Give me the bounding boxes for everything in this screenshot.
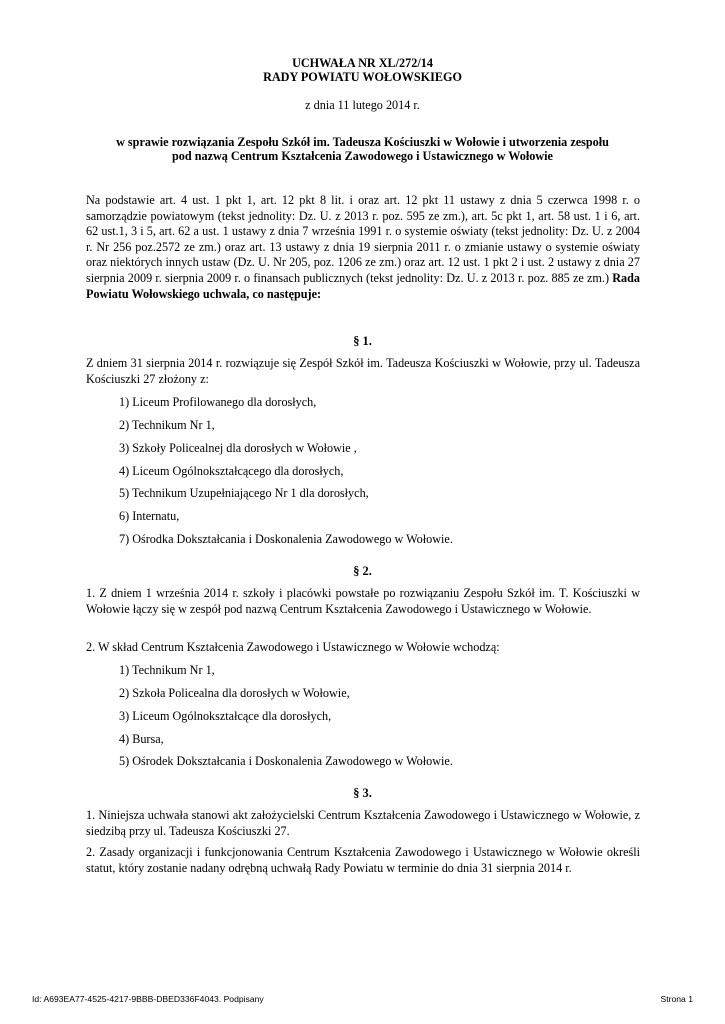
section-3-point-1: 1. Niniejsza uchwała stanowi akt założycielski Centrum Kształcenia Zawodowego i Ustawicznego w Wołowie, z siedzibą przy ul. Tadeusza Kościuszki 27.	[86, 808, 640, 838]
section-2-point-1: 1. Z dniem 1 września 2014 r. szkoły i placówki powstałe po rozwiązaniu Zespołu Szkół im. T. Kościuszki w Wołowie łączy się w zespół pod nazwą Centrum Kształcenia Zawodowego i Ustawicznego w Wołowie.	[86, 586, 640, 616]
page-number: Strona 1	[660, 994, 693, 1004]
section-3-heading: § 3.	[353, 786, 372, 800]
section-2-heading: § 2.	[353, 564, 372, 578]
section-1-item: 6) Internatu,	[119, 509, 180, 523]
subject-line-2: pod nazwą Centrum Kształcenia Zawodowego i Ustawicznego w Wołowie	[172, 149, 553, 163]
section-2-item: 5) Ośrodek Dokształcania i Doskonalenia Zawodowego w Wołowie.	[119, 754, 453, 768]
section-1-item: 2) Technikum Nr 1,	[119, 418, 215, 432]
resolution-date: z dnia 11 lutego 2014 r.	[305, 98, 420, 112]
section-1-intro: Z dniem 31 sierpnia 2014 r. rozwiązuje się Zespół Szkół im. Tadeusza Kościuszki w Wołowie, przy ul. Tadeusza Kościuszki 27 złożony z:	[86, 356, 640, 386]
section-1-heading: § 1.	[353, 334, 372, 348]
section-1-item: 1) Liceum Profilowanego dla dorosłych,	[119, 395, 317, 409]
section-1-item: 4) Liceum Ogólnokształcącego dla dorosłych,	[119, 464, 344, 478]
preamble-text: Na podstawie art. 4 ust. 1 pkt 1, art. 12 pkt 8 lit. i oraz art. 12 pkt 11 ustawy z dnia 5 czerwca 1998 r. o samorządzie powiatowym (tekst jednolity: Dz. U. z 2013 r. poz. 595 ze zm.), art. 5c pkt 1, art. 58 ust. 1 i 6, art. 62 ust.1, 3 i 5, art. 62 a ust. 1 ustawy z dnia 7 września 1991 r. o systemie oświaty (tekst jednolity: Dz. U. z 2004 r. Nr 256 poz.2572 ze zm.) oraz art. 13 ustawy z dnia 19 sierpnia 2011 r. o zmianie ustawy o systemie oświaty oraz niektórych innych ustaw (Dz. U. Nr 205, poz. 1206 ze zm.) oraz art. 12 ust. 1 pkt 2 i ust. 2 ustawy z dnia 27 sierpnia 2009 r. sierpnia 2009 r. o finansach publicznych (tekst jednolity: Dz. U. z 2013 r. poz. 885 ze zm.)	[86, 193, 640, 285]
section-2-item: 4) Bursa,	[119, 732, 164, 746]
section-2-item: 3) Liceum Ogólnokształcące dla dorosłych,	[119, 709, 332, 723]
section-2-point-2: 2. W skład Centrum Kształcenia Zawodowego i Ustawicznego w Wołowie wchodzą:	[86, 640, 500, 654]
section-1-item: 7) Ośrodka Dokształcania i Doskonalenia Zawodowego w Wołowie.	[119, 532, 453, 546]
document-id-footer: Id: A693EA77-4525-4217-9BBB-DBED336F4043. Podpisany	[32, 994, 264, 1004]
preamble-closing: Rada Powiatu Wołowskiego uchwala, co następuje:	[86, 270, 641, 301]
section-1-item: 5) Technikum Uzupełniającego Nr 1 dla dorosłych,	[119, 486, 369, 500]
section-2-item: 1) Technikum Nr 1,	[119, 663, 215, 677]
resolution-number: UCHWAŁA NR XL/272/14	[292, 56, 433, 70]
section-3-point-2: 2. Zasady organizacji i funkcjonowania Centrum Kształcenia Zawodowego i Ustawicznego w Wołowie określi statut, który zostanie nadany odrębną uchwałą Rady Powiatu w terminie do dnia 31 sierpnia 2014 r.	[86, 845, 640, 875]
preamble	[86, 193, 640, 302]
section-2-item: 2) Szkoła Policealna dla dorosłych w Wołowie,	[119, 686, 350, 700]
subject-line-1: w sprawie rozwiązania Zespołu Szkół im. Tadeusza Kościuszki w Wołowie i utworzenia zespołu	[116, 135, 609, 149]
section-1-item: 3) Szkoły Policealnej dla dorosłych w Wołowie ,	[119, 441, 357, 455]
council-name: RADY POWIATU WOŁOWSKIEGO	[263, 70, 462, 84]
